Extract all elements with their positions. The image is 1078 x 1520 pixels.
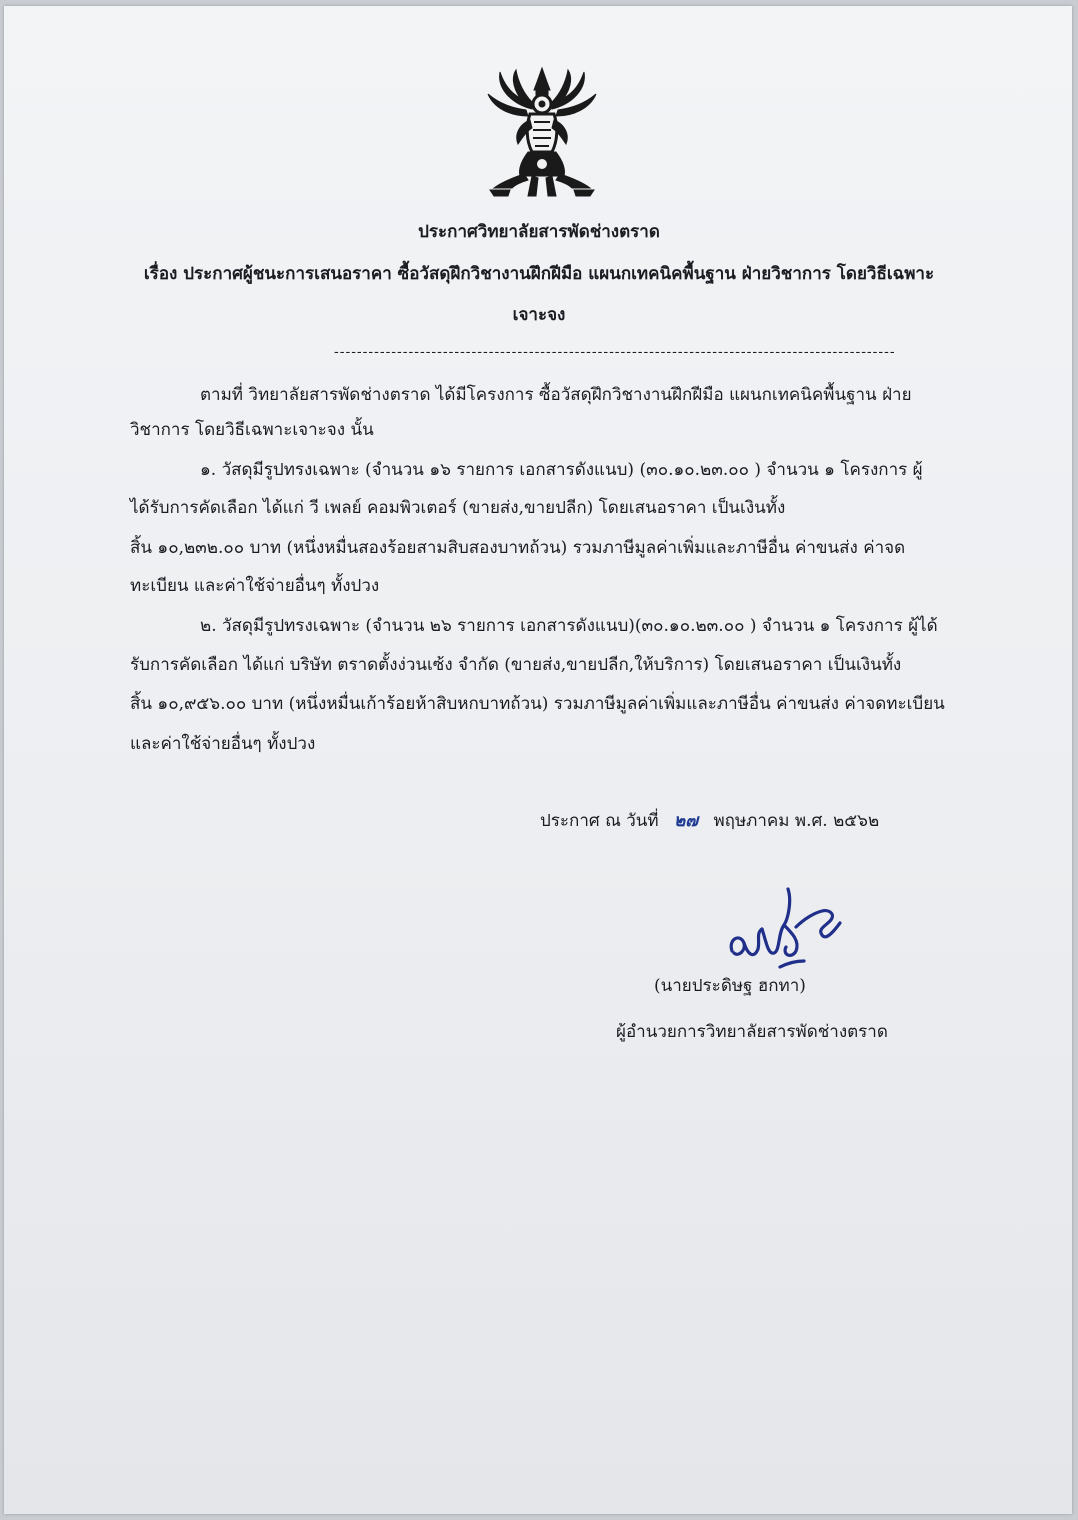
intro-paragraph-line: ตามที่ วิทยาลัยสารพัดช่างตราด ได้มีโครงการ ซื้อวัสดุฝึกวิชางานฝึกฝีมือ แผนกเทคนิคพื้นฐาน ฝ่าย (200, 385, 912, 405)
divider-line: -------------------------------------------------------------------------------------------------- (334, 344, 896, 360)
subject-line-continued: เจาะจง (512, 305, 566, 325)
date-suffix: พฤษภาคม พ.ศ. ๒๕๖๒ (713, 811, 880, 831)
item-2-line: สิ้น ๑๐,๙๕๖.๐๐ บาท (หนึ่งหมื่นเก้าร้อยห้าสิบหกบาทถ้วน) รวมภาษีมูลค่าเพิ่มและภาษีอื่น ค่าขนส่ง ค่าจดทะเบียน (130, 694, 945, 714)
handwritten-signature-icon (722, 881, 857, 971)
item-1-line: ทะเบียน และค่าใช้จ่ายอื่นๆ ทั้งปวง (130, 576, 380, 596)
item-1-line: สิ้น ๑๐,๒๓๒.๐๐ บาท (หนึ่งหมื่นสองร้อยสามสิบสองบาทถ้วน) รวมภาษีมูลค่าเพิ่มและภาษีอื่น ค่าขนส่ง ค่าจด (130, 538, 906, 558)
intro-paragraph-line: วิชาการ โดยวิธีเฉพาะเจาะจง นั้น (130, 420, 374, 440)
announcement-date (540, 809, 879, 833)
item-1-line: ได้รับการคัดเลือก ได้แก่ วี เพลย์ คอมพิวเตอร์ (ขายส่ง,ขายปลีก) โดยเสนอราคา เป็นเงินทั้ง (130, 498, 786, 518)
subject-line: เรื่อง ประกาศผู้ชนะการเสนอราคา ซื้อวัสดุฝึกวิชางานฝึกฝีมือ แผนกเทคนิคพื้นฐาน ฝ่ายวิชาการ โดยวิธีเฉพาะ (143, 264, 935, 284)
document-page (4, 6, 1072, 1514)
garuda-emblem-icon (482, 64, 602, 204)
date-day-handwritten: ๒๗ (674, 811, 699, 831)
item-2-line: ๒. วัสดุมีรูปทรงเฉพาะ (จำนวน ๒๖ รายการ เอกสารดังแนบ)(๓๐.๑๐.๒๓.๐๐ ) จำนวน ๑ โครงการ ผู้ได้ (200, 616, 938, 636)
announcement-title: ประกาศวิทยาลัยสารพัดช่างตราด (418, 222, 660, 242)
signatory-name: (นายประดิษฐ ฮกทา) (654, 976, 806, 996)
date-prefix: ประกาศ ณ วันที่ (540, 811, 659, 831)
signatory-position: ผู้อำนวยการวิทยาลัยสารพัดช่างตราด (616, 1022, 888, 1042)
item-2-line: รับการคัดเลือก ได้แก่ บริษัท ตราดตั้งง่วนเซ้ง จำกัด (ขายส่ง,ขายปลีก,ให้บริการ) โดยเสนอราคา เป็นเงินทั้ง (130, 655, 902, 675)
item-1-line: ๑. วัสดุมีรูปทรงเฉพาะ (จำนวน ๑๖ รายการ เอกสารดังแนบ) (๓๐.๑๐.๒๓.๐๐ ) จำนวน ๑ โครงการ ผู้ (200, 460, 923, 480)
item-2-line: และค่าใช้จ่ายอื่นๆ ทั้งปวง (130, 734, 316, 754)
